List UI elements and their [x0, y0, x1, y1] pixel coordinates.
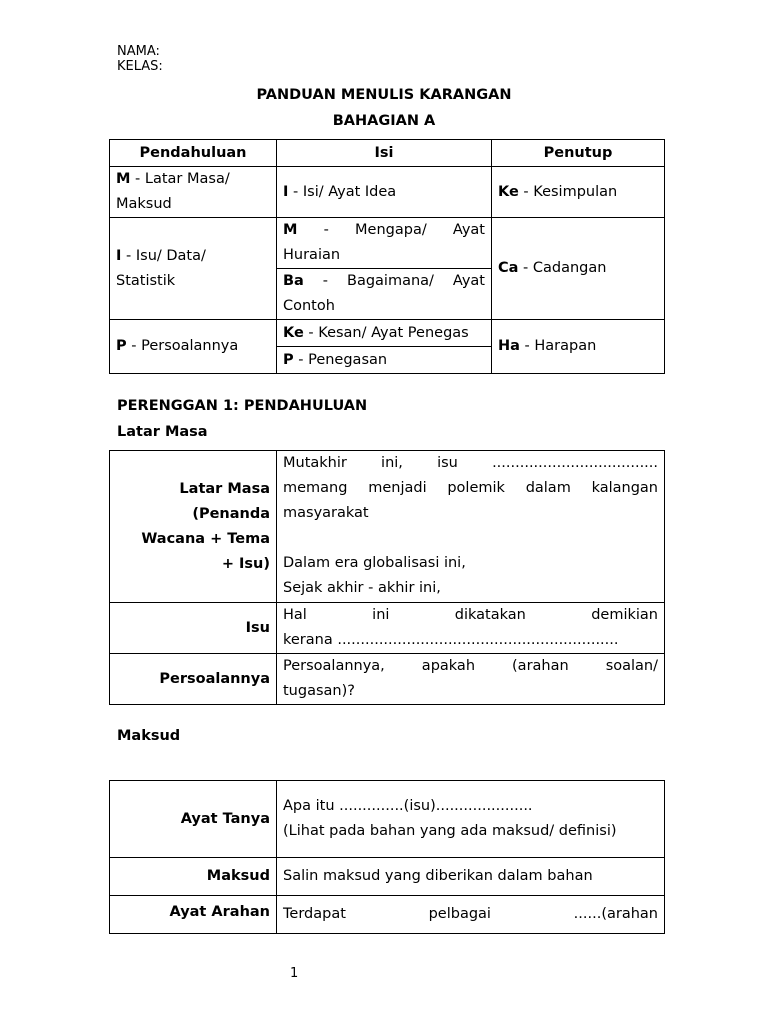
page-title: PANDUAN MENULIS KARANGAN	[256, 87, 512, 103]
text: - Persoalannya	[126, 338, 239, 354]
text-line: Hal ini dikatakan demikian	[283, 607, 658, 623]
text-line: Mutakhir ini, isu ....................................	[283, 455, 658, 471]
cell-pendahuluan-i	[110, 218, 277, 320]
text: Huraian	[283, 247, 341, 263]
key-ha: Ha	[498, 338, 520, 354]
label-line: (Penanda	[192, 505, 270, 522]
cell-isi-i	[277, 167, 492, 218]
text: - Kesimpulan	[518, 183, 618, 200]
text: - Isu/ Data/	[121, 247, 206, 264]
cell-isi-ke	[277, 320, 492, 347]
cell-isi-m	[277, 218, 492, 269]
text: Contoh	[283, 298, 335, 314]
label-line: Latar Masa	[179, 480, 270, 497]
cell-isi-p	[277, 347, 492, 374]
label-isu: Isu	[110, 603, 277, 654]
text: - Mengapa/ Ayat	[297, 222, 485, 238]
cell-penutup-ke	[492, 167, 665, 218]
key-i: I	[283, 183, 289, 200]
content-persoalannya	[277, 654, 665, 705]
key-i: I	[116, 247, 122, 264]
content-isu	[277, 603, 665, 654]
key-m: M	[116, 171, 131, 187]
text: - Isi/ Ayat Idea	[288, 183, 397, 200]
text: - Latar Masa/	[130, 171, 230, 187]
label-ayat-tanya: Ayat Tanya	[110, 781, 277, 858]
page-subtitle: BAHAGIAN A	[332, 113, 436, 129]
section-heading-maksud: Maksud	[117, 728, 181, 744]
content-ayat-tanya	[277, 781, 665, 858]
text: - Penegasan	[293, 351, 388, 368]
section-heading-perenggan-1: PERENGGAN 1: PENDAHULUAN	[117, 398, 368, 414]
cell-isi-ba	[277, 269, 492, 320]
kelas-label: KELAS:	[117, 59, 163, 74]
section-subheading-latar-masa: Latar Masa	[117, 424, 208, 440]
structure-table	[109, 139, 665, 374]
label-maksud: Maksud	[110, 858, 277, 896]
label-persoalannya: Persoalannya	[110, 654, 277, 705]
text-line: Persoalannya, apakah (arahan soalan/	[283, 658, 658, 674]
label-latar-masa	[110, 451, 277, 603]
cell-penutup-ha	[492, 320, 665, 374]
content-maksud: Salin maksud yang diberikan dalam bahan	[277, 858, 665, 896]
text-line: masyarakat	[283, 505, 369, 521]
text: - Cadangan	[518, 260, 607, 276]
label-ayat-arahan: Ayat Arahan	[110, 896, 277, 934]
text-line: Terdapat pelbagai ......(arahan	[283, 906, 658, 922]
key-ke: Ke	[498, 183, 519, 200]
cell-pendahuluan-m	[110, 167, 277, 218]
key-m: M	[283, 222, 298, 238]
cell-penutup-ca	[492, 218, 665, 320]
text: - Kesan/ Ayat Penegas	[303, 324, 469, 341]
text: - Harapan	[519, 338, 597, 354]
text-line: (Lihat pada bahan yang ada maksud/ definisi)	[283, 823, 617, 839]
nama-label: NAMA:	[117, 44, 160, 59]
text-line: Apa itu ..............(isu).....................	[283, 798, 533, 814]
key-p: P	[283, 351, 294, 368]
text: Statistik	[116, 272, 176, 289]
key-ca: Ca	[498, 260, 519, 276]
label-line: + Isu)	[221, 555, 270, 572]
text-line: memang menjadi polemik dalam kalangan	[283, 480, 658, 496]
content-latar-masa	[277, 451, 665, 603]
cell-pendahuluan-p	[110, 320, 277, 374]
label-line: Wacana + Tema	[141, 530, 270, 547]
key-ba: Ba	[283, 273, 304, 289]
maksud-table	[109, 780, 665, 934]
text-line: tugasan)?	[283, 683, 355, 699]
key-ke: Ke	[283, 324, 304, 341]
text-line: Sejak akhir - akhir ini,	[283, 580, 441, 596]
text: - Bagaimana/ Ayat	[303, 273, 485, 289]
header-isi: Isi	[277, 140, 492, 167]
content-ayat-arahan	[277, 896, 665, 934]
text-line: kerana .............................................................	[283, 632, 619, 648]
text-line: Dalam era globalisasi ini,	[283, 555, 466, 571]
page-number: 1	[290, 966, 299, 981]
text: Maksud	[116, 196, 172, 212]
key-p: P	[116, 338, 127, 354]
latar-masa-table	[109, 450, 665, 705]
header-pendahuluan: Pendahuluan	[110, 140, 277, 167]
header-penutup: Penutup	[492, 140, 665, 167]
